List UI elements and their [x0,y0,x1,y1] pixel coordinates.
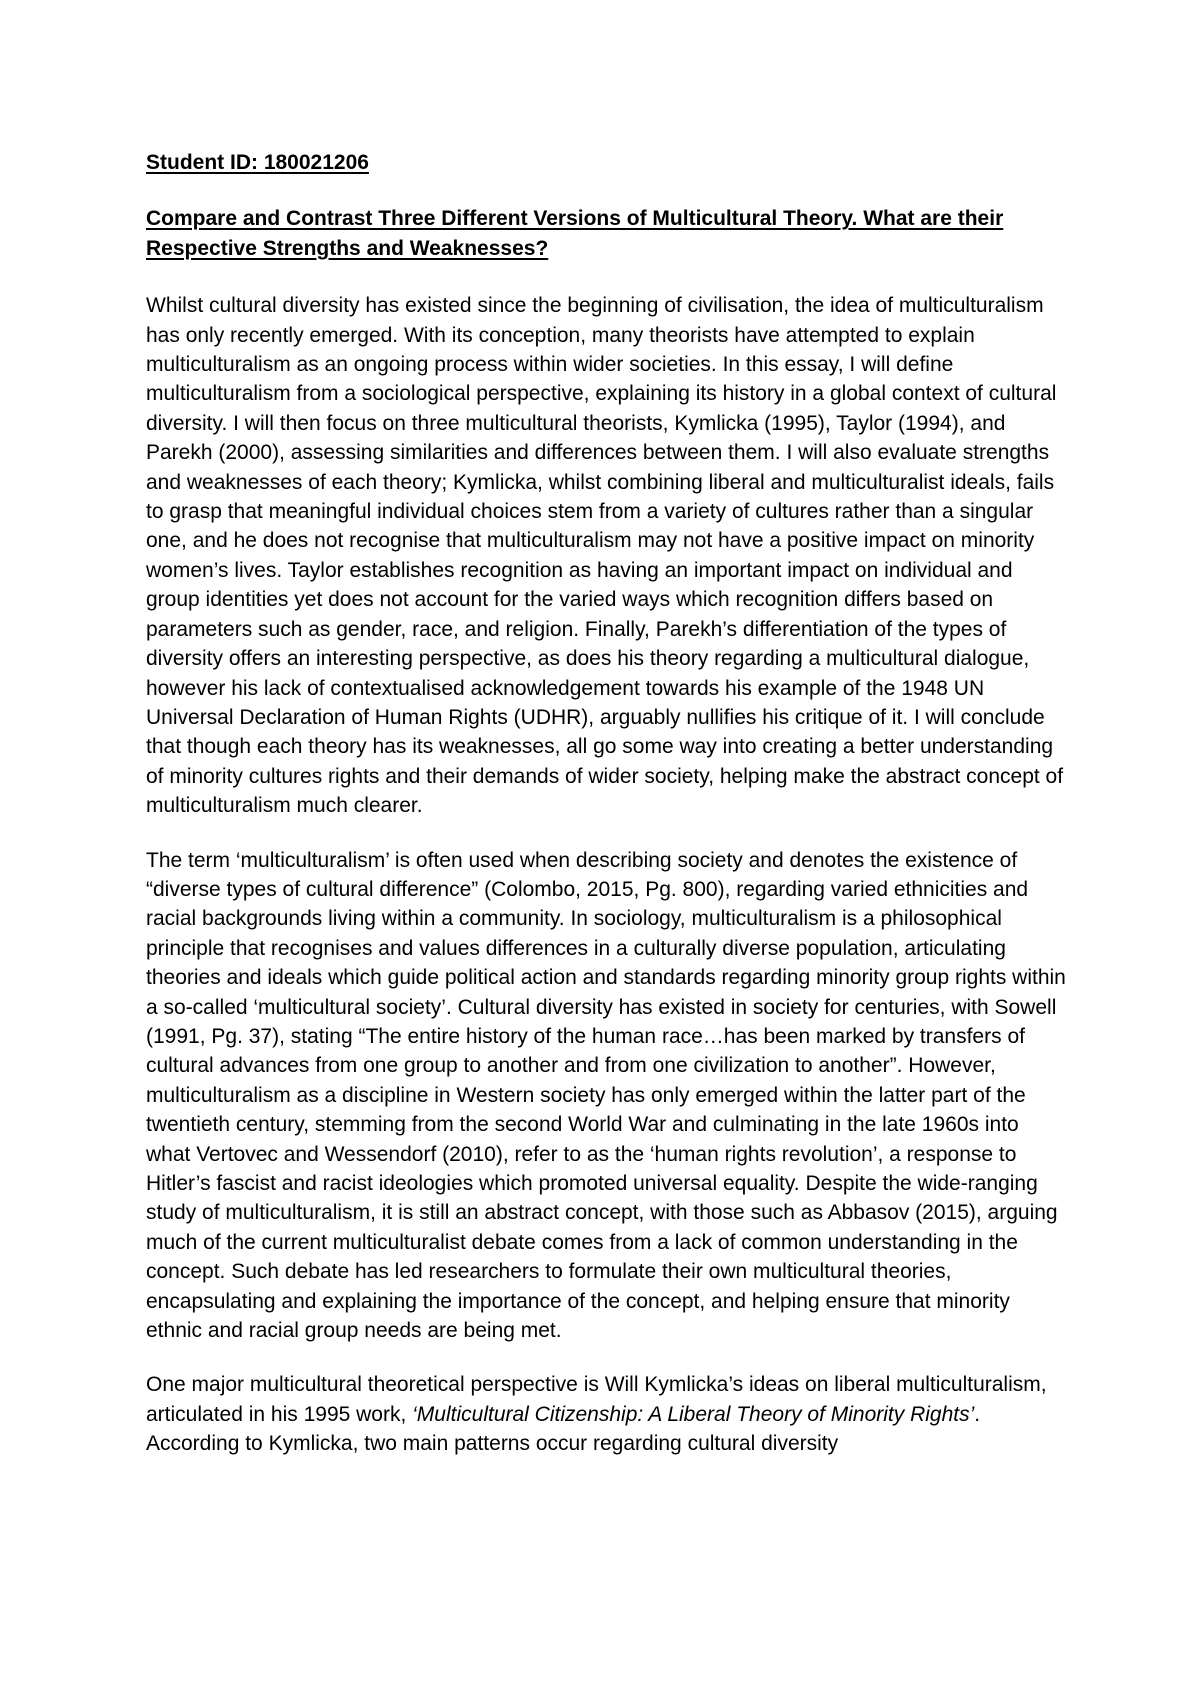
paragraph-kymlicka-text-end: . According to Kymlicka, two main patterns occur regarding cultural diversity [146,1402,981,1456]
paragraph-kymlicka [146,1370,1066,1458]
paragraph-introduction: Whilst cultural diversity has existed since the beginning of civilisation, the idea of multiculturalism has only recently emerged. With its conception, many theorists have attempted to explain multiculturalism as an ongoing process within wider societies. In this essay, I will define multiculturalism from a sociological perspective, explaining its history in a global context of cultural diversity. I will then focus on three multicultural theorists, Kymlicka (1995), Taylor (1994), and Parekh (2000), assessing similarities and differences between them. I will also evaluate strengths and weaknesses of each theory; Kymlicka, whilst combining liberal and multiculturalist ideals, fails to grasp that meaningful individual choices stem from a variety of cultures rather than a singular one, and he does not recognise that multiculturalism may not have a positive impact on minority women’s lives. Taylor establishes recognition as having an important impact on individual and group identities yet does not account for the varied ways which recognition differs based on parameters such as gender, race, and religion. Finally, Parekh’s differentiation of the types of diversity offers an interesting perspective, as does his theory regarding a multicultural dialogue, however his lack of contextualised acknowledgement towards his example of the 1948 UN Universal Declaration of Human Rights (UDHR), arguably nullifies his critique of it. I will conclude that though each theory has its weaknesses, all go some way into creating a better understanding of minority cultures rights and their demands of wider society, helping make the abstract concept of multiculturalism much clearer. [146,294,1064,818]
student-id: Student ID: 180021206 [146,151,369,174]
book-title-italic: ‘Multicultural Citizenship: A Liberal Theory of Minority Rights’ [412,1402,975,1426]
paragraph-definition: The term ‘multiculturalism’ is often used when describing society and denotes the existence of “diverse types of cultural difference” (Colombo, 2015, Pg. 800), regarding varied ethnicities and racial backgrounds living within a community. In sociology, multiculturalism is a philosophical principle that recognises and values differences in a culturally diverse population, articulating theories and ideals which guide political action and standards regarding minority group rights within a so-called ‘multicultural society’. Cultural diversity has existed in society for centuries, with Sowell (1991, Pg. 37), stating “The entire history of the human race…has been marked by transfers of cultural advances from one group to another and from one civilization to another”. However, multiculturalism as a discipline in Western society has only emerged within the latter part of the twentieth century, stemming from the second World War and culminating in the late 1960s into what Vertovec and Wessendorf (2010), refer to as the ‘human rights revolution’, a response to Hitler’s fascist and racist ideologies which promoted universal equality. Despite the wide-ranging study of multiculturalism, it is still an abstract concept, with those such as Abbasov (2015), arguing much of the current multiculturalist debate comes from a lack of common understanding in the concept. Such debate has led researchers to formulate their own multicultural theories, encapsulating and explaining the importance of the concept, and helping ensure that minority ethnic and racial group needs are being met. [146,848,1066,1343]
document-page [146,148,1066,1459]
paragraph-kymlicka-text-start: One major multicultural theoretical perspective is Will Kymlicka’s ideas on liberal multiculturalism, articulated in his 1995 work, [146,1373,1047,1426]
essay-title: Compare and Contrast Three Different Versions of Multicultural Theory. What are their Respective Strengths and Weaknesses? [146,207,1004,260]
